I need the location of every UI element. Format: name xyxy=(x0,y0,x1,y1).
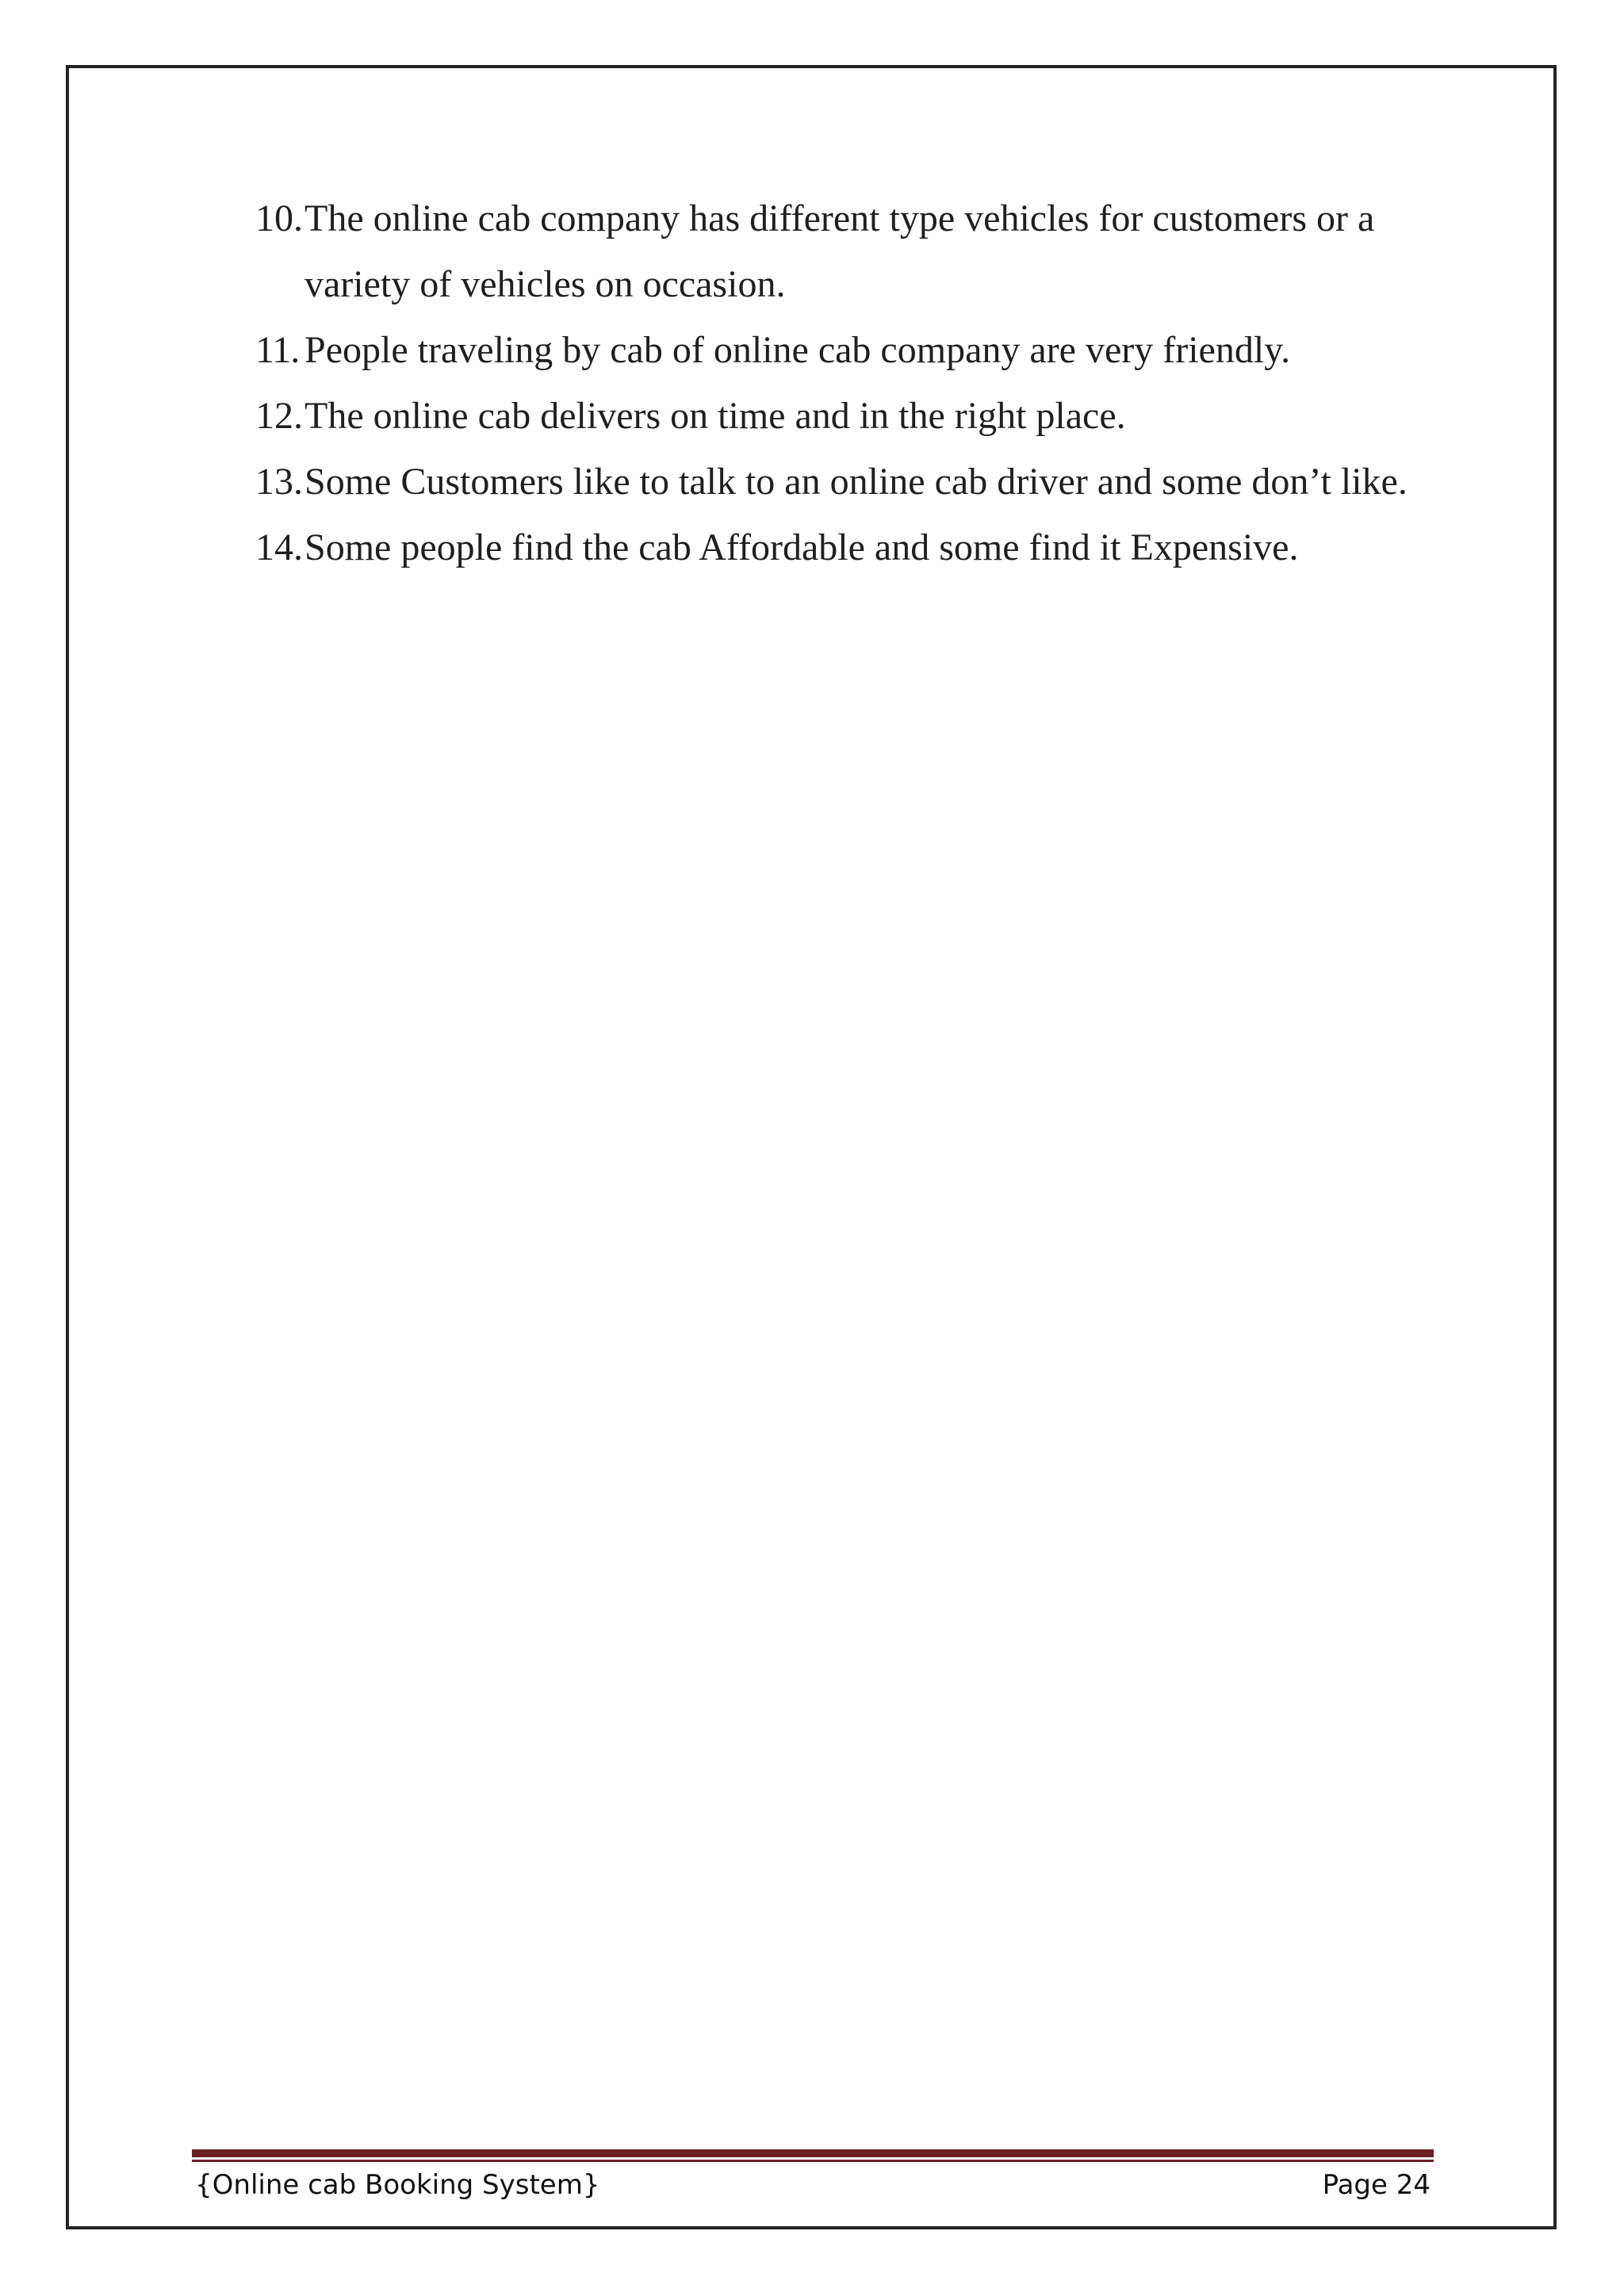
list-item-text: Some Customers like to talk to an online cab driver and some don’t like. xyxy=(304,461,1408,503)
footer-rule-thick xyxy=(192,2149,1434,2157)
footer-title: {Online cab Booking System} xyxy=(195,2169,600,2201)
list-item xyxy=(255,186,1421,317)
list-item xyxy=(255,383,1421,449)
list-item-text: The online cab company has different type vehicles for customers or a variety of vehicles on occasion. xyxy=(304,197,1375,305)
numbered-list xyxy=(255,186,1421,580)
footer-rule-thin xyxy=(192,2160,1434,2162)
list-item-number: 10. xyxy=(255,197,303,239)
page-number: Page 24 xyxy=(1322,2169,1431,2201)
list-item-number: 12. xyxy=(255,395,303,437)
list-item-text: The online cab delivers on time and in the right place. xyxy=(304,395,1126,437)
list-item-number: 11. xyxy=(255,329,300,371)
list-item-number: 13. xyxy=(255,461,303,503)
list-item-number: 14. xyxy=(255,526,303,568)
list-item-text: Some people find the cab Affordable and some find it Expensive. xyxy=(304,526,1299,568)
list-item xyxy=(255,449,1421,515)
list-item xyxy=(255,515,1421,580)
list-item-text: People traveling by cab of online cab company are very friendly. xyxy=(304,329,1291,371)
list-item xyxy=(255,317,1421,383)
